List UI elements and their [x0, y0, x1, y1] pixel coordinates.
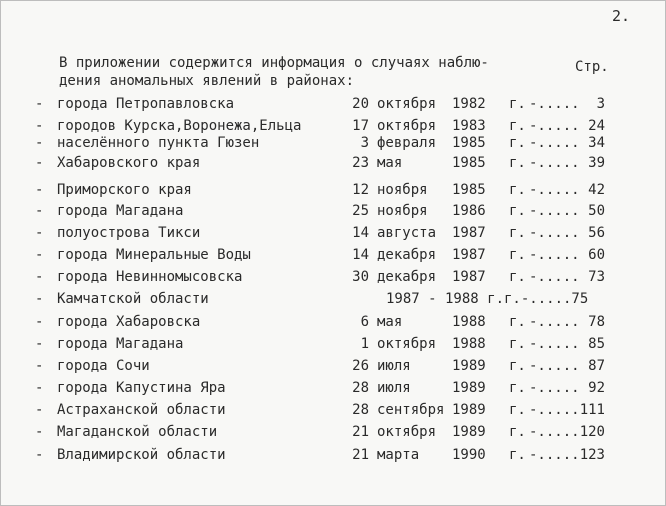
entry-place: города Невинномысовска — [57, 269, 243, 285]
list-bullet-dash: - — [35, 447, 44, 463]
entry-period: 1987 - 1988 г.г.-.....75 — [386, 291, 589, 307]
entry-year-suffix: г. — [509, 358, 526, 374]
entry-page: 24 — [588, 118, 605, 134]
entry-leader: -..... — [529, 447, 580, 463]
entry-year-suffix: г. — [509, 269, 526, 285]
list-bullet-dash: - — [35, 182, 44, 198]
entry-year-suffix: г. — [509, 182, 526, 198]
entry-year-suffix: г. — [509, 380, 526, 396]
entry-month: декабря — [377, 247, 437, 263]
entry-month: февраля — [377, 135, 437, 151]
page-column-label: Стр. — [575, 59, 609, 75]
entry-year-suffix: г. — [509, 135, 526, 151]
entry-leader: -..... — [529, 269, 580, 285]
list-item — [1, 269, 665, 291]
entry-page: 78 — [588, 314, 605, 330]
entry-year-suffix: г. — [509, 336, 526, 352]
list-item — [1, 291, 665, 313]
list-bullet-dash: - — [35, 402, 44, 418]
entry-page: 42 — [588, 182, 605, 198]
entry-day: 25 — [352, 203, 369, 219]
entry-year: 1987 — [452, 269, 486, 285]
entry-place: Хабаровского края — [57, 155, 201, 171]
entry-place: города Хабаровска — [57, 314, 201, 330]
entry-year: 1983 — [452, 118, 486, 134]
list-bullet-dash: - — [35, 135, 44, 151]
list-item — [1, 135, 665, 157]
entry-place: Владимирской области — [57, 447, 226, 463]
entry-leader: -..... — [529, 155, 580, 171]
intro-line-1: В приложении содержится информация о случаях наблю- — [59, 55, 489, 71]
entry-place: полуострова Тикси — [57, 225, 201, 241]
list-item — [1, 447, 665, 469]
list-item — [1, 380, 665, 402]
entry-leader: -..... — [529, 182, 580, 198]
entry-day: 12 — [352, 182, 369, 198]
entry-place: города Магадана — [57, 203, 184, 219]
list-item — [1, 96, 665, 118]
entry-page: 60 — [588, 247, 605, 263]
list-item — [1, 314, 665, 336]
list-item — [1, 182, 665, 204]
entry-year: 1988 — [452, 314, 486, 330]
entry-page: 111 — [579, 402, 605, 418]
entry-day: 21 — [352, 424, 369, 440]
entry-leader: -..... — [529, 135, 580, 151]
entry-page: 123 — [579, 447, 605, 463]
entry-year: 1990 — [452, 447, 486, 463]
entry-year: 1987 — [452, 225, 486, 241]
list-bullet-dash: - — [35, 155, 44, 171]
entry-year: 1985 — [452, 135, 486, 151]
list-bullet-dash: - — [35, 424, 44, 440]
entry-month: ноября — [377, 203, 428, 219]
entry-year-suffix: г. — [509, 424, 526, 440]
entry-place: Магаданской области — [57, 424, 218, 440]
entry-leader: -..... — [529, 424, 580, 440]
list-item — [1, 247, 665, 269]
entry-place: городов Курска,Воронежа,Ельца — [57, 118, 302, 134]
entry-leader: -..... — [529, 247, 580, 263]
entry-place: города Сочи — [57, 358, 150, 374]
entry-place: города Магадана — [57, 336, 184, 352]
entry-year-suffix: г. — [509, 447, 526, 463]
entry-month: октября — [377, 424, 437, 440]
list-bullet-dash: - — [35, 225, 44, 241]
entry-day: 14 — [352, 225, 369, 241]
entry-day: 26 — [352, 358, 369, 374]
entry-month: мая — [377, 155, 403, 171]
entry-month: сентября — [377, 402, 445, 418]
entry-year-suffix: г. — [509, 402, 526, 418]
entry-year: 1989 — [452, 424, 486, 440]
entry-month: октября — [377, 336, 437, 352]
entry-page: 39 — [588, 155, 605, 171]
entry-leader: -..... — [529, 380, 580, 396]
entry-day: 17 — [352, 118, 369, 134]
entry-day: 21 — [352, 447, 369, 463]
list-item — [1, 155, 665, 177]
list-item — [1, 358, 665, 380]
entry-day: 23 — [352, 155, 369, 171]
entry-year-suffix: г. — [509, 155, 526, 171]
entry-year: 1987 — [452, 247, 486, 263]
list-bullet-dash: - — [35, 358, 44, 374]
list-bullet-dash: - — [35, 336, 44, 352]
entry-year-suffix: г. — [509, 314, 526, 330]
entry-page: 85 — [588, 336, 605, 352]
entry-day: 1 — [360, 336, 369, 352]
entry-leader: -..... — [529, 336, 580, 352]
list-bullet-dash: - — [35, 203, 44, 219]
entry-leader: -..... — [529, 203, 580, 219]
entry-day: 6 — [360, 314, 369, 330]
list-item — [1, 203, 665, 225]
entry-place: города Минеральные Воды — [57, 247, 251, 263]
entry-year: 1985 — [452, 155, 486, 171]
entry-day: 20 — [352, 96, 369, 112]
entry-year-suffix: г. — [509, 96, 526, 112]
entry-page: 120 — [579, 424, 605, 440]
entry-leader: -..... — [529, 402, 580, 418]
list-bullet-dash: - — [35, 291, 44, 307]
entry-year: 1989 — [452, 380, 486, 396]
entry-month: июля — [377, 380, 411, 396]
entry-place: Камчатской области — [57, 291, 209, 307]
entry-month: августа — [377, 225, 437, 241]
entry-leader: -..... — [529, 358, 580, 374]
entry-day: 3 — [360, 135, 369, 151]
entry-month: октября — [377, 96, 437, 112]
list-bullet-dash: - — [35, 314, 44, 330]
intro-line-2: дения аномальных явлений в районах: — [59, 73, 355, 89]
entry-place: города Капустина Яра — [57, 380, 226, 396]
entry-page: 87 — [588, 358, 605, 374]
entry-month: июля — [377, 358, 411, 374]
list-item — [1, 336, 665, 358]
entry-year: 1988 — [452, 336, 486, 352]
entry-month: декабря — [377, 269, 437, 285]
entry-year: 1989 — [452, 402, 486, 418]
entry-leader: -..... — [529, 96, 580, 112]
entry-year: 1986 — [452, 203, 486, 219]
list-item — [1, 402, 665, 424]
entry-leader: -..... — [529, 225, 580, 241]
entry-day: 28 — [352, 380, 369, 396]
list-bullet-dash: - — [35, 380, 44, 396]
entry-page: 34 — [588, 135, 605, 151]
entry-leader: -..... — [529, 118, 580, 134]
entry-leader: -..... — [529, 314, 580, 330]
entry-place: города Петропавловска — [57, 96, 235, 112]
entry-year: 1982 — [452, 96, 486, 112]
entry-page: 3 — [596, 96, 605, 112]
entry-year-suffix: г. — [509, 225, 526, 241]
entry-page: 92 — [588, 380, 605, 396]
entry-day: 30 — [352, 269, 369, 285]
entry-page: 56 — [588, 225, 605, 241]
list-bullet-dash: - — [35, 247, 44, 263]
entry-place: населённого пункта Гюзен — [57, 135, 260, 151]
entry-place: Приморского края — [57, 182, 192, 198]
entry-month: октября — [377, 118, 437, 134]
entry-month: ноября — [377, 182, 428, 198]
entry-year-suffix: г. — [509, 118, 526, 134]
list-item — [1, 424, 665, 446]
entry-month: марта — [377, 447, 420, 463]
entry-year: 1989 — [452, 358, 486, 374]
entry-page: 73 — [588, 269, 605, 285]
entry-day: 28 — [352, 402, 369, 418]
entry-place: Астраханской области — [57, 402, 226, 418]
entry-month: мая — [377, 314, 403, 330]
list-bullet-dash: - — [35, 96, 44, 112]
entry-year: 1985 — [452, 182, 486, 198]
entry-year-suffix: г. — [509, 203, 526, 219]
page-number: 2. — [612, 7, 631, 25]
entry-page: 50 — [588, 203, 605, 219]
list-bullet-dash: - — [35, 269, 44, 285]
list-bullet-dash: - — [35, 118, 44, 134]
entry-year-suffix: г. — [509, 247, 526, 263]
entry-day: 14 — [352, 247, 369, 263]
list-item — [1, 225, 665, 247]
